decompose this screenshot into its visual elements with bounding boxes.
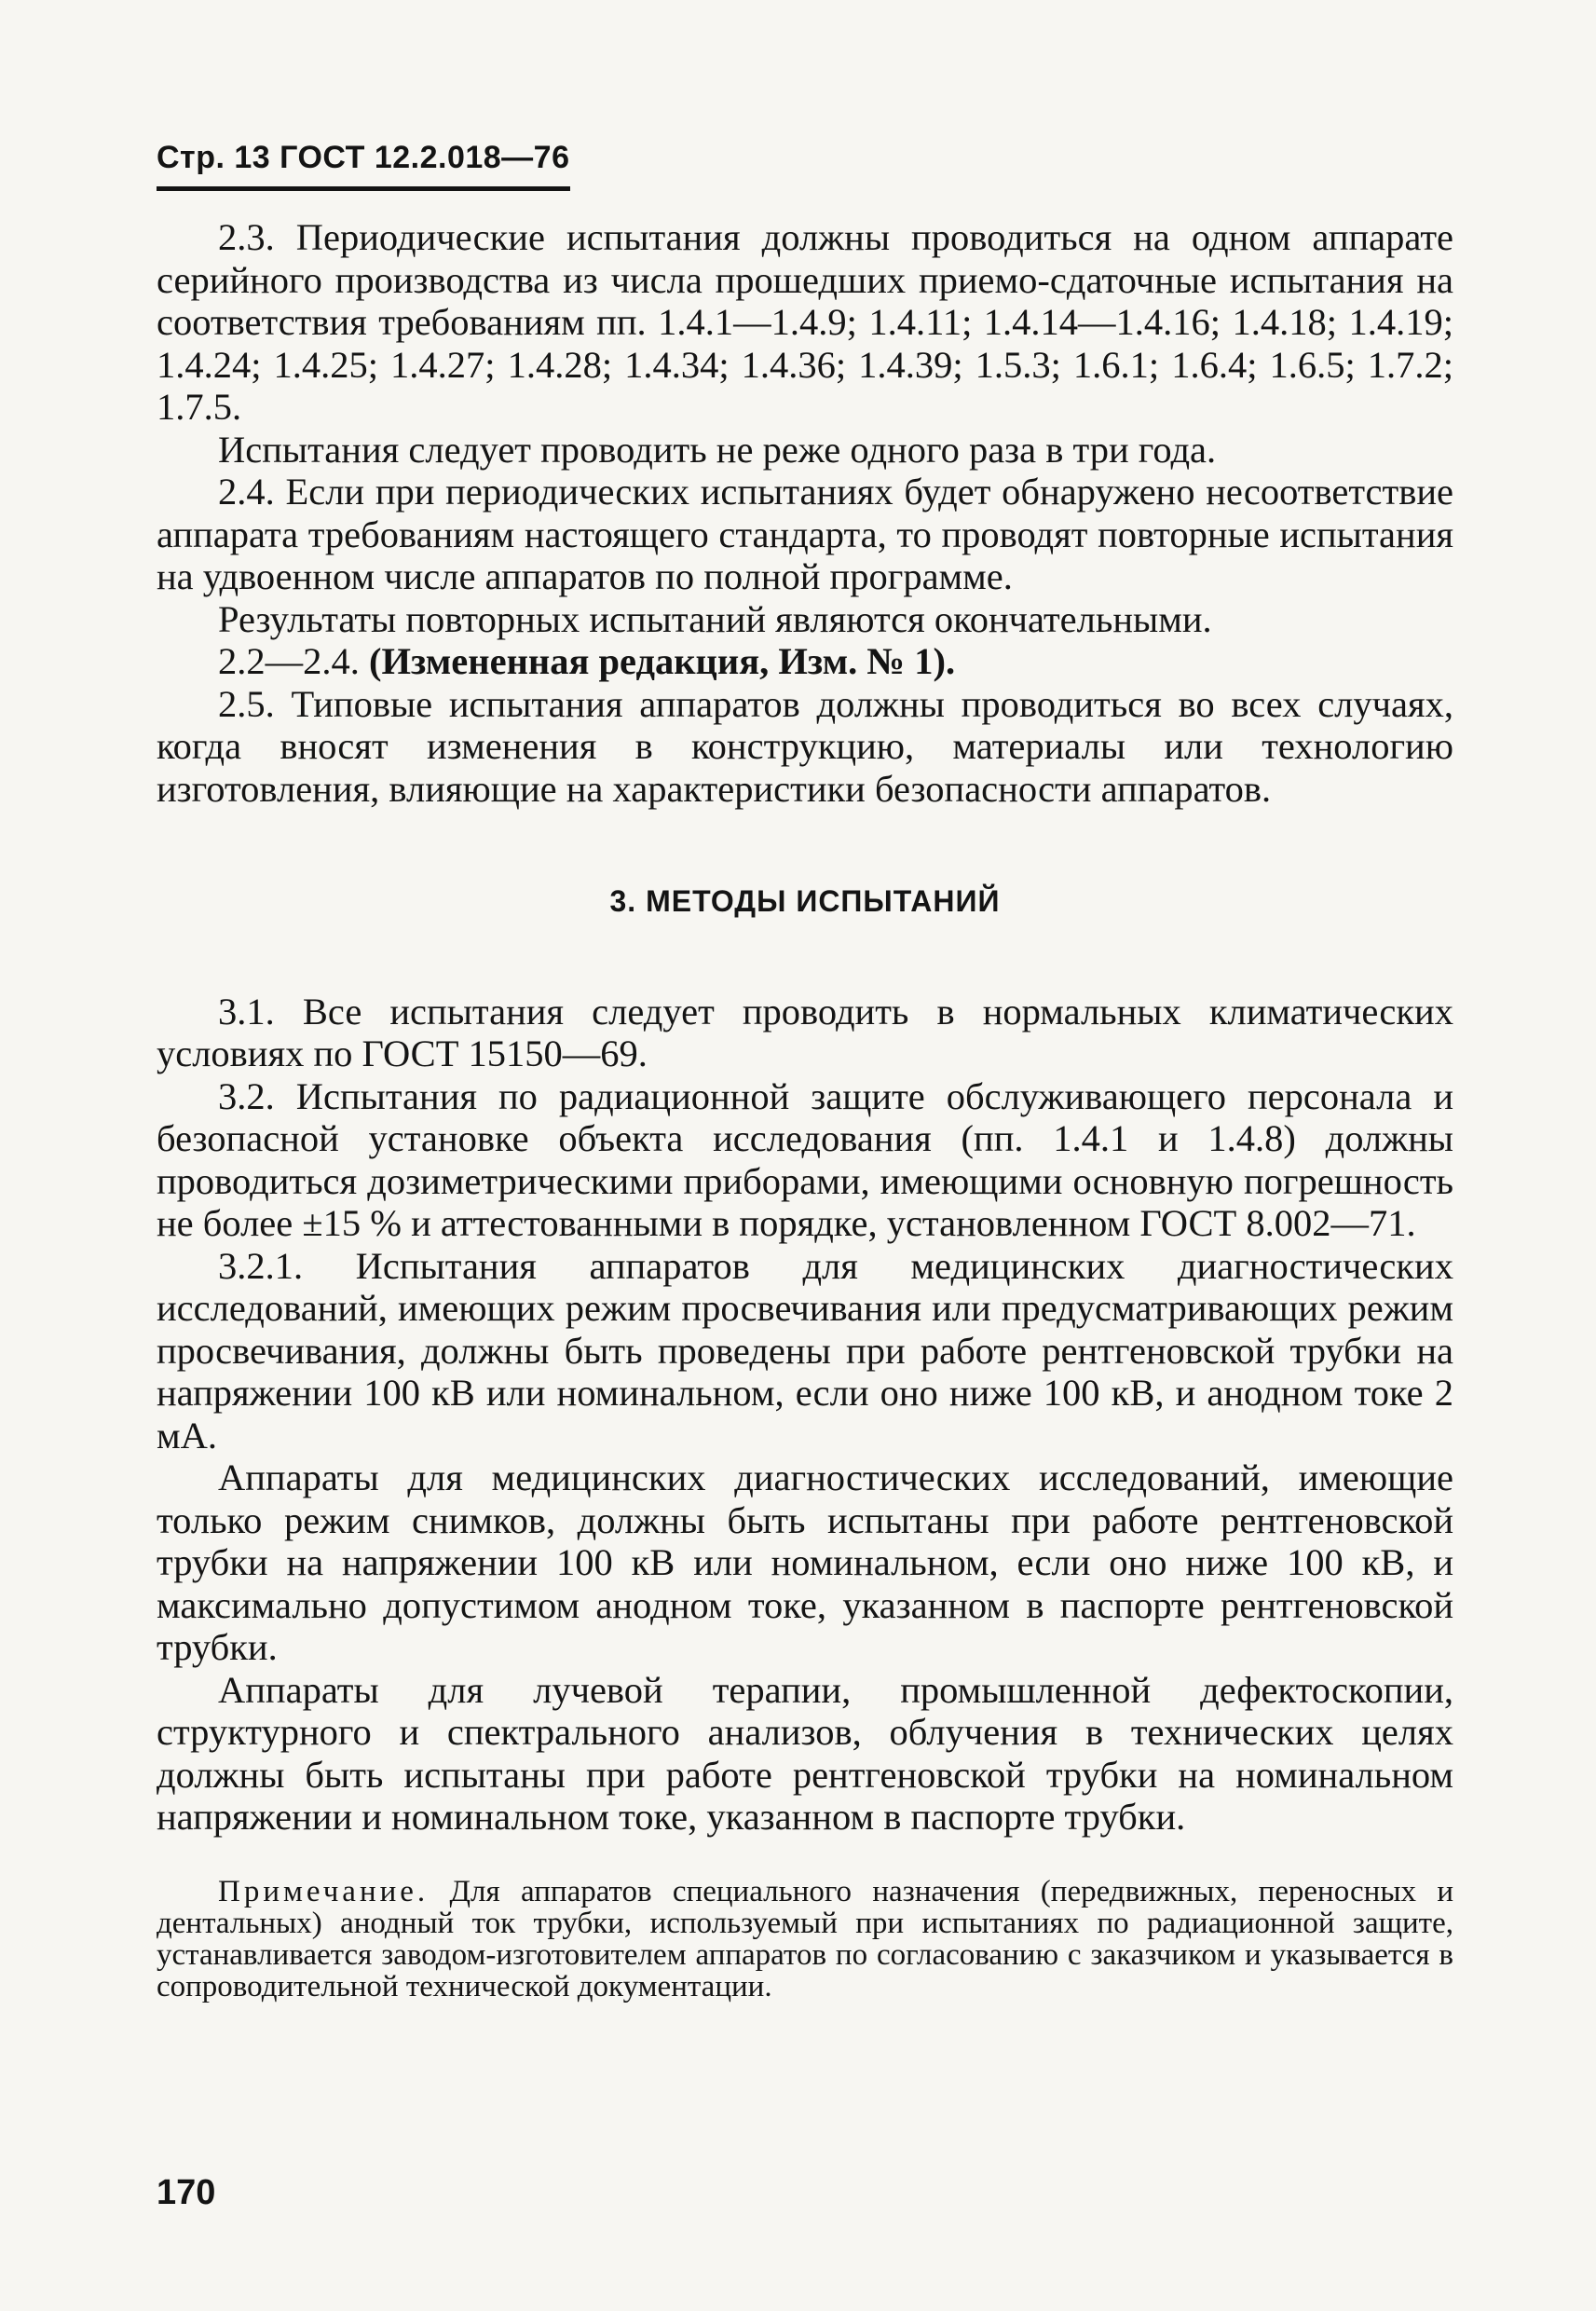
paragraph-2-4-result: Результаты повторных испытаний являются окончательными. (218, 597, 1212, 640)
paragraph-2-4: 2.4. Если при периодических испытаниях будет обнаружено несоответствие аппарата требованиям настоящего стандарта, то проводят повторные испытания на удвоенном числе аппаратов по полной программе. (157, 471, 1453, 597)
amendment-clause-range: 2.2—2.4. (218, 640, 360, 682)
paragraph-3-2-1-snapshots: Аппараты для медицинских диагностических исследований, имеющие только режим снимков, должны быть испытаны при работе рентгеновской трубки на напряжении 100 кВ или номинальном, если оно ниже 100 кВ, и максимально допустимом анодном токе, указанном в паспорте рентгеновской трубки. (157, 1456, 1453, 1668)
paragraph-2-3: 2.3. Периодические испытания должны проводиться на одном аппарате серийного производства из числа прошедших приемо-сдаточные испытания на соответствия требованиям пп. 1.4.1—1.4.9; 1.4.11; 1.4.14—1.4.16; 1.4.18; 1.4.19; 1.4.24; 1.4.25; 1.4.27; 1.4.28; 1.4.34; 1.4.36; 1.4.39; 1.5.3; 1.6.1; 1.6.4; 1.6.5; 1.7.2; 1.7.5. (157, 216, 1453, 428)
document-body (157, 216, 1453, 2003)
note-label: Примечание. (218, 1874, 430, 1908)
header-rule (157, 186, 570, 191)
paragraph-2-3-frequency: Испытания следует проводить не реже одного раза в три года. (218, 428, 1217, 471)
paragraph-3-1: 3.1. Все испытания следует проводить в нормальных климатических условиях по ГОСТ 15150—69. (157, 990, 1453, 1074)
paragraph-2-5: 2.5. Типовые испытания аппаратов должны проводиться во всех случаях, когда вносят изменения в конструкцию, материалы или технологию изготовления, влияющие на характеристики безопасности аппаратов. (157, 682, 1453, 810)
amendment-reference: (Измененная редакция, Изм. № 1). (369, 640, 956, 682)
paragraph-3-2-1: 3.2.1. Испытания аппаратов для медицинских диагностических исследований, имеющих режим просвечивания или предусматривающих режим просвечивания, должны быть проведены при работе рентгеновской трубки на напряжении 100 кВ или номинальном, если оно ниже 100 кВ, и анодном токе 2 мА. (157, 1244, 1453, 1456)
paragraph-amendment-note (157, 640, 1453, 683)
note-text: Для аппаратов специального назначения (передвижных, переносных и дентальных) анодный ток трубки, используемый при испытаниях по радиационной защите, устанавливается заводом-изготовителем аппаратов по согласованию с заказчиком и указывается в сопроводительной технической документации. (157, 1874, 1454, 2003)
paragraph-3-2: 3.2. Испытания по радиационной защите обслуживающего персонала и безопасной установке объекта исследования (пп. 1.4.1 и 1.4.8) должны проводиться дозиметрическими приборами, имеющими основную погрешность не более ±15 % и аттестованными в порядке, установленном ГОСТ 8.002—71. (157, 1074, 1453, 1244)
running-header: Стр. 13 ГОСТ 12.2.018—76 (157, 140, 570, 175)
note-paragraph (157, 1876, 1453, 2003)
page-number: 170 (157, 2173, 216, 2212)
section-3-title: 3. МЕТОДЫ ИСПЫТАНИЙ (609, 884, 1001, 918)
paragraph-3-2-1-therapy: Аппараты для лучевой терапии, промышленной дефектоскопии, структурного и спектрального анализов, облучения в технических целях должны быть испытаны при работе рентгеновской трубки на номинальном напряжении и номинальном токе, указанном в паспорте трубки. (157, 1668, 1453, 1838)
